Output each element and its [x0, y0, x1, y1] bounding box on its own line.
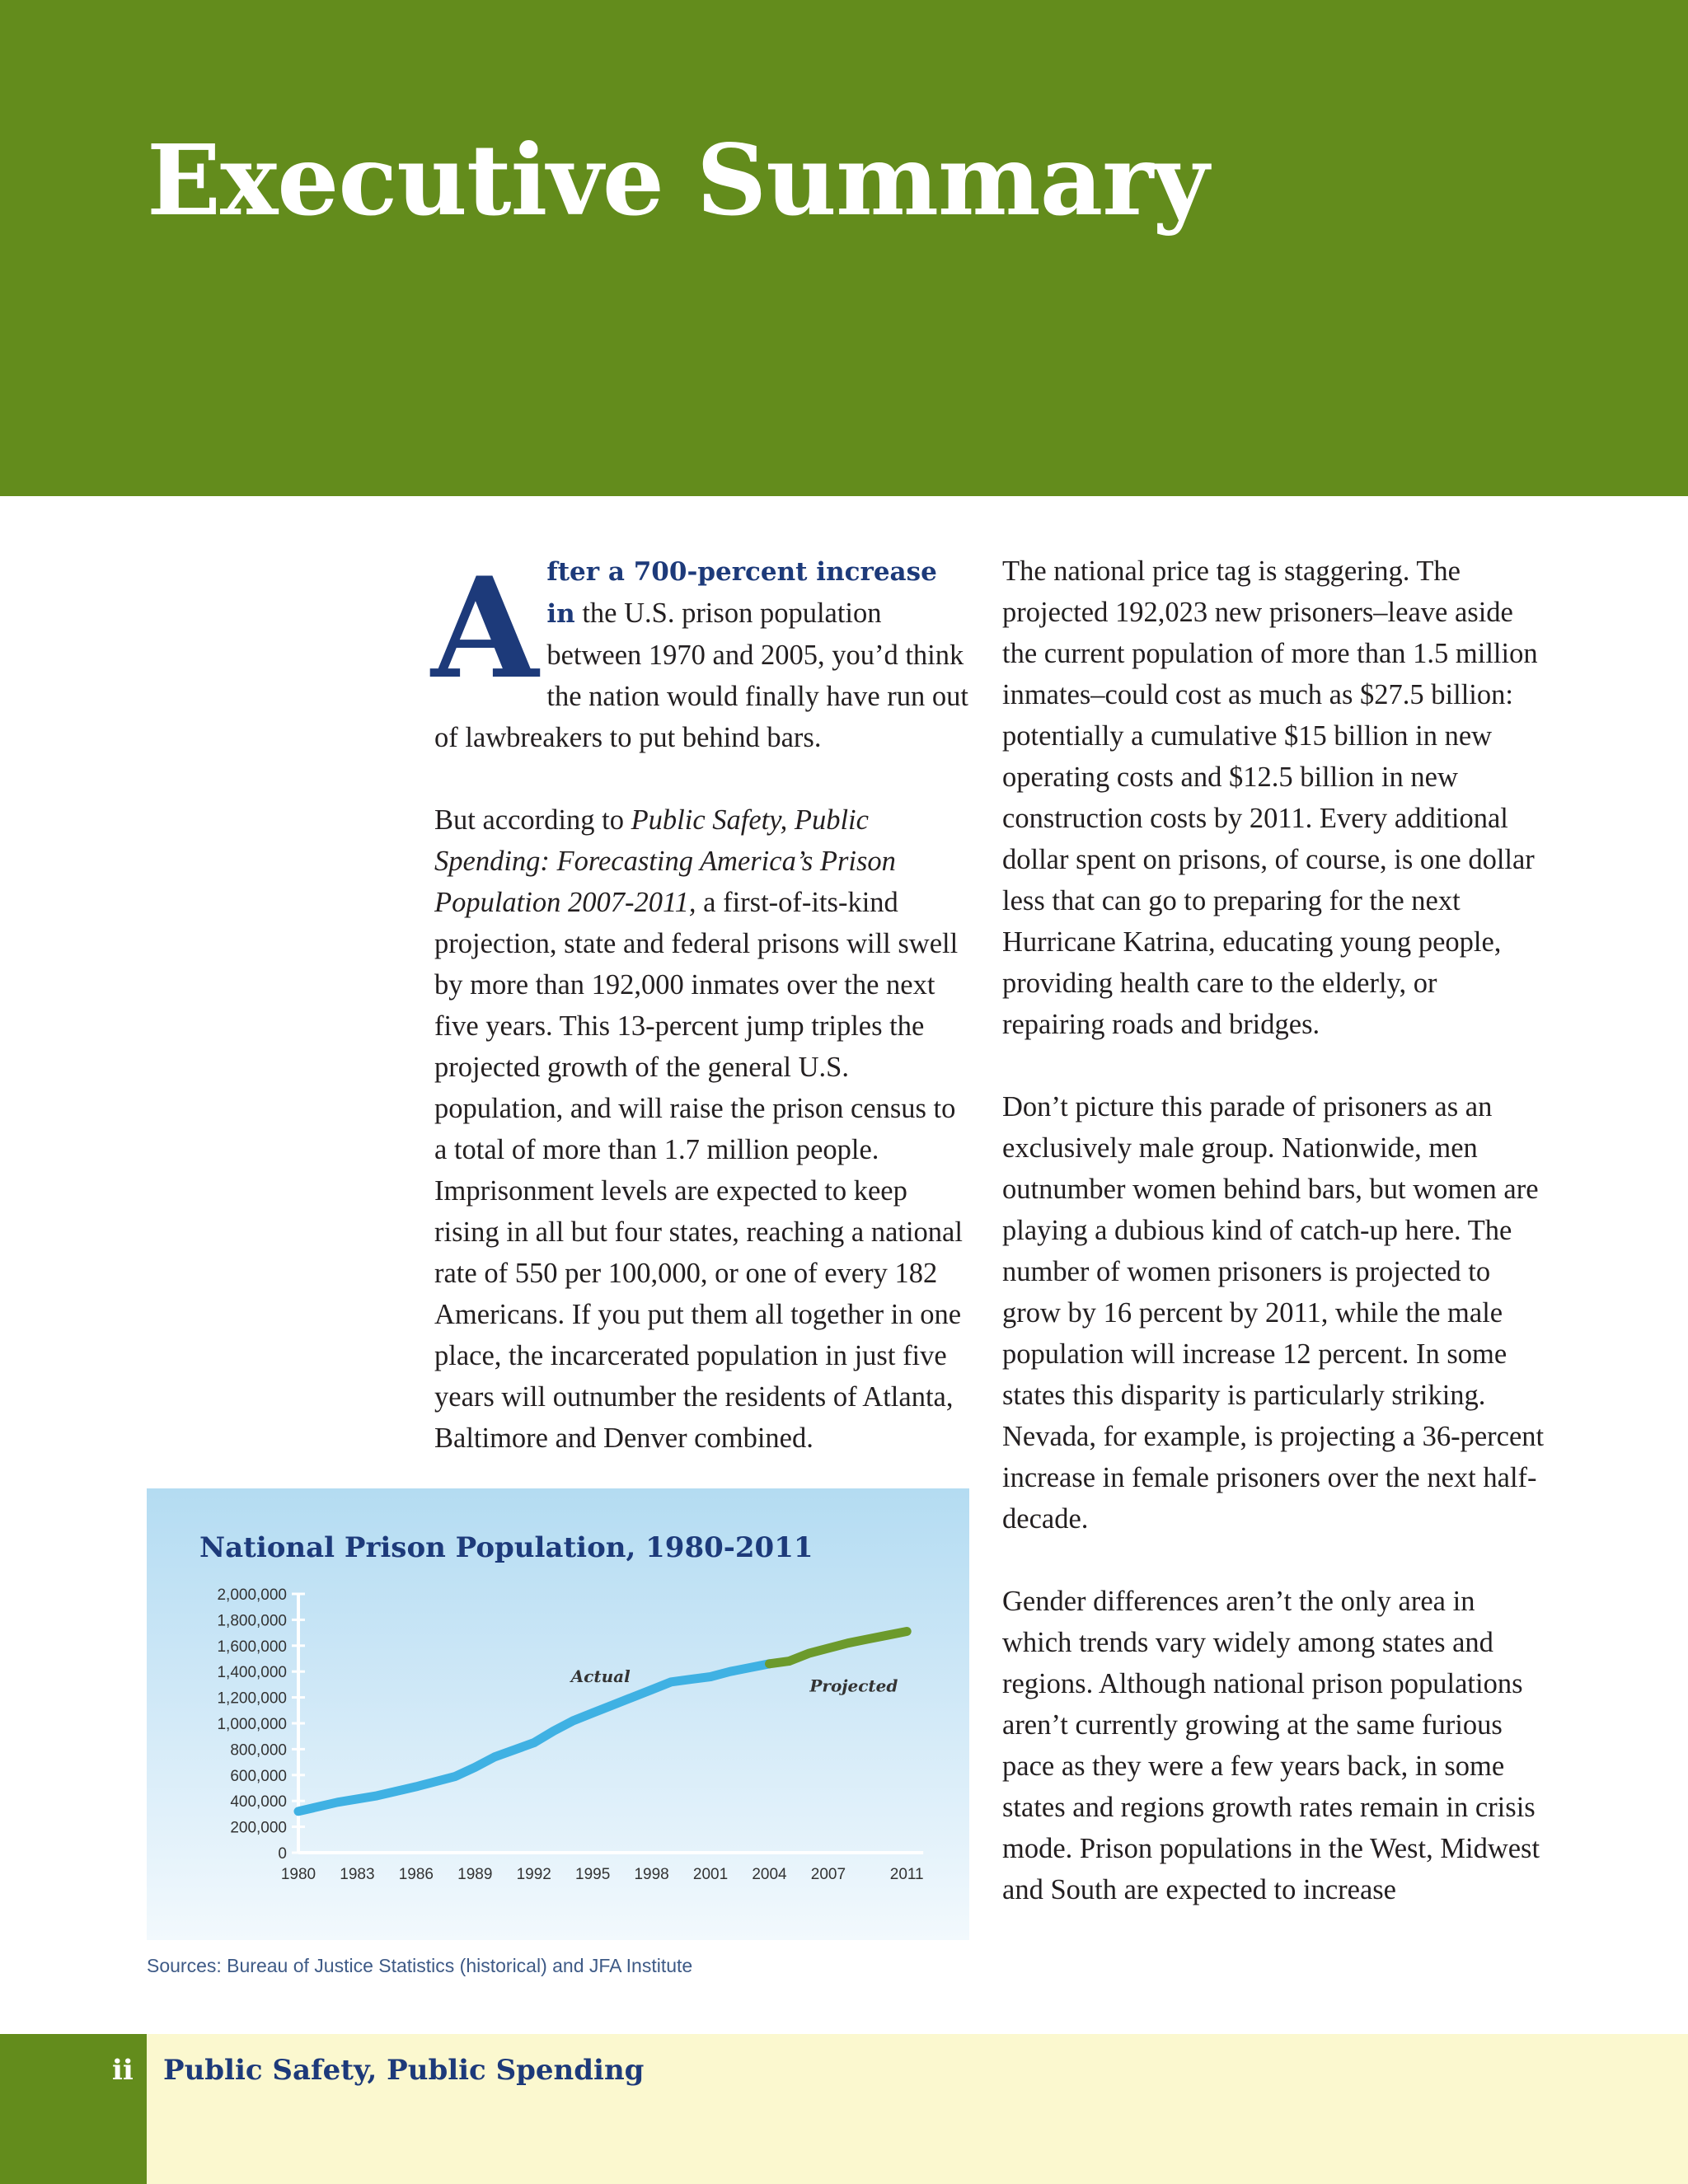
title-banner [0, 0, 1688, 496]
lead-in: fter a 700-percent increase in [546, 557, 937, 629]
article-column-left [431, 546, 973, 1500]
y-tick-label: 1,800,000 [217, 1612, 287, 1630]
chart-panel [147, 1488, 969, 1940]
series-line-actual [298, 1664, 770, 1811]
y-tick-label: 1,000,000 [217, 1716, 287, 1733]
x-tick-label: 1992 [516, 1866, 551, 1883]
x-tick-label: 1995 [575, 1866, 611, 1883]
article-paragraph: Don’t picture this parade of prisoners as an exclusively male group. Nationwide, men outnumber women behind bars, but women are playing a dubious kind of catch-up here. The number of women prisoners is projected to grow by 16 percent by 2011, while the male population will increase 12 percent. In some states this disparity is particularly striking. Nevada, for example, is projecting a 36-percent increase in female prisoners over the next half-decade. [1002, 1091, 1545, 1535]
x-tick-label: 1980 [280, 1866, 316, 1883]
paragraph-text: a first-of-its-kind projection, state and federal prisons will swell by more than 192,000 inmates over the next five years. This 13-percent jump triples the projected growth of the general U.S. population, and will raise the prison census to a total of more than 1.7 million people. Imprisonment levels are expected to keep rising in all but four states, reaching a national rate of 550 per 100,000, or one of every 182 Americans. If you put them all together in one place, the incarcerated population in just five years will outnumber the residents of Atlanta, Baltimore and Denver combined. [434, 887, 963, 1454]
y-tick-label: 1,400,000 [217, 1664, 287, 1682]
y-tick-label: 200,000 [230, 1819, 287, 1837]
page-number: ii [112, 2054, 134, 2087]
sources-note: Sources: Bureau of Justice Statistics (historical) and JFA Institute [147, 1955, 693, 1976]
x-tick-label: 2007 [810, 1866, 846, 1883]
article-column-right [1002, 551, 1546, 1952]
x-tick-label: 1986 [398, 1866, 434, 1883]
report-title-italic: Public Safety, Public Spending: Forecasting America’s Prison Population 2007-2011, [434, 804, 896, 918]
x-tick-label: 2011 [889, 1866, 924, 1883]
line-chart [147, 1488, 969, 1940]
y-tick-label: 400,000 [230, 1793, 287, 1811]
y-tick-label: 1,200,000 [217, 1690, 287, 1708]
y-tick-label: 1,600,000 [217, 1638, 287, 1656]
paragraph-text: But according to [434, 804, 631, 836]
x-tick-label: 1989 [457, 1866, 493, 1883]
x-tick-label: 1998 [634, 1866, 669, 1883]
y-tick-label: 600,000 [230, 1767, 287, 1785]
y-tick-label: 800,000 [230, 1741, 287, 1760]
article-paragraph: Gender differences aren’t the only area in which trends vary widely among states and regions. Although national prison populations aren’t currently growing at the same furious pace as they were a few years back, in some states and regions growth rates remain in crisis mode. Prison populations in the West, Midwest and South are expected to increase [1002, 1586, 1540, 1905]
series-line-projected [770, 1632, 907, 1664]
x-tick-label: 1983 [340, 1866, 375, 1883]
footer-publication-title: Public Safety, Public Spending [163, 2054, 645, 2087]
drop-cap: A [431, 546, 539, 710]
paragraph-text: the U.S. prison population between 1970 and 2005, you’d think the nation would finally have run out of lawbreakers to put behind bars. [434, 598, 968, 753]
y-tick-label: 0 [278, 1845, 287, 1863]
x-tick-label: 2001 [692, 1866, 729, 1883]
article-paragraph [431, 546, 973, 758]
series-label-projected: Projected [809, 1675, 898, 1696]
article-paragraph [434, 799, 973, 1459]
page-title: Executive Summary [147, 123, 1208, 237]
chart-title: National Prison Population, 1980-2011 [199, 1531, 814, 1564]
x-tick-label: 2004 [752, 1866, 787, 1883]
series-label-actual: Actual [570, 1666, 631, 1686]
article-paragraph: The national price tag is staggering. The projected 192,023 new prisoners–leave aside the current population of more than 1.5 million inmates–could cost as much as $27.5 billion: potentially a cumulative $15 billion in new operating costs and $12.5 billion in new construction costs by 2011. Every additional dollar spent on prisons, of course, is one dollar less that can go to preparing for the next Hurricane Katrina, educating young people, providing health care to the elderly, or repairing roads and bridges. [1002, 555, 1538, 1040]
y-tick-label: 2,000,000 [217, 1586, 287, 1604]
